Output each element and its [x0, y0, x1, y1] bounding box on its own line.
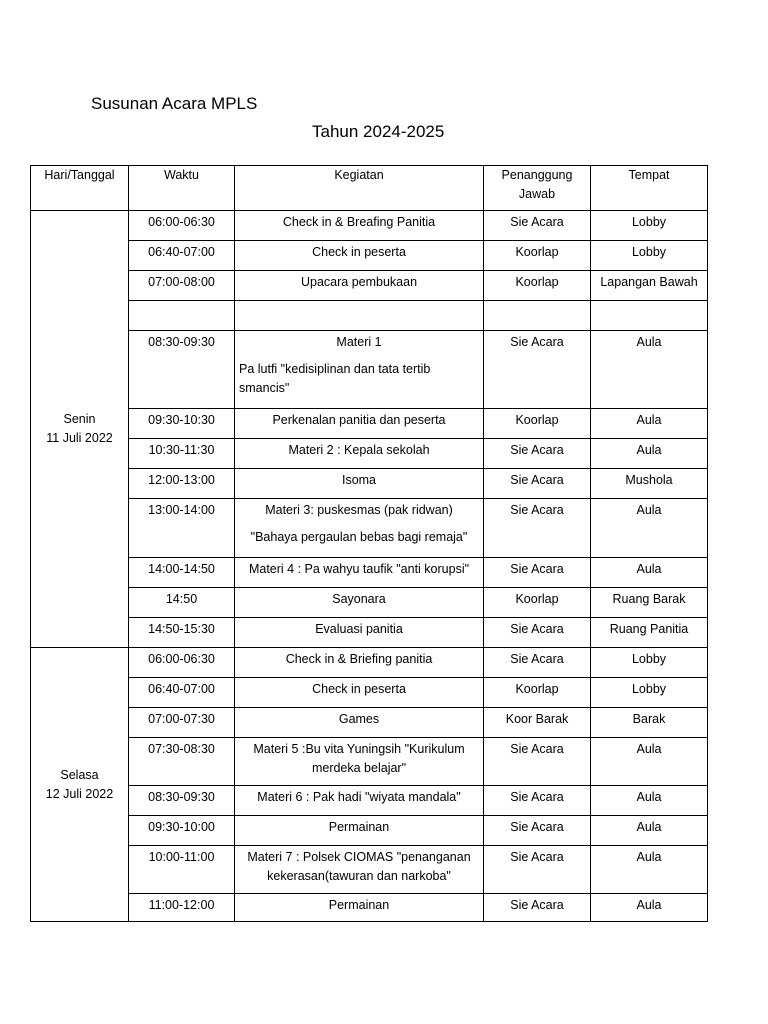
- pic-cell: Koorlap: [484, 241, 591, 271]
- activity-cell: [235, 499, 484, 558]
- activity-cell: Check in & Breafing Panitia: [235, 211, 484, 241]
- pic-cell: Sie Acara: [484, 331, 591, 409]
- time-cell: 08:30-09:30: [129, 786, 235, 816]
- table-row: [31, 439, 708, 469]
- time-cell: 10:30-11:30: [129, 439, 235, 469]
- activity-cell: Permainan: [235, 816, 484, 846]
- time-cell: 06:40-07:00: [129, 678, 235, 708]
- place-cell: Aula: [591, 816, 708, 846]
- place-cell: Lobby: [591, 211, 708, 241]
- time-cell: 08:30-09:30: [129, 331, 235, 409]
- time-cell: 07:00-07:30: [129, 708, 235, 738]
- place-cell: Aula: [591, 439, 708, 469]
- table-row: [31, 708, 708, 738]
- pic-cell: Koor Barak: [484, 708, 591, 738]
- time-cell: 14:00-14:50: [129, 558, 235, 588]
- place-cell: Ruang Panitia: [591, 618, 708, 648]
- document-title: Susunan Acara MPLS: [91, 94, 258, 113]
- activity-cell: Perkenalan panitia dan peserta: [235, 409, 484, 439]
- place-cell: [591, 301, 708, 331]
- pic-cell: Sie Acara: [484, 786, 591, 816]
- header-time: Waktu: [129, 166, 235, 211]
- table-row: [31, 499, 708, 558]
- activity-cell: [235, 301, 484, 331]
- activity-title: Materi 1: [336, 335, 382, 349]
- activity-cell: Materi 6 : Pak hadi "wiyata mandala": [235, 786, 484, 816]
- time-cell: 13:00-14:00: [129, 499, 235, 558]
- activity-cell: Games: [235, 708, 484, 738]
- header-pic: Penanggung Jawab: [484, 166, 591, 211]
- table-row: [31, 469, 708, 499]
- place-cell: Lobby: [591, 678, 708, 708]
- table-row: [31, 678, 708, 708]
- table-row: [31, 648, 708, 678]
- pic-cell: Sie Acara: [484, 894, 591, 922]
- time-cell: 12:00-13:00: [129, 469, 235, 499]
- header-day: Hari/Tanggal: [31, 166, 129, 211]
- pic-cell: Sie Acara: [484, 816, 591, 846]
- place-cell: Aula: [591, 499, 708, 558]
- activity-cell: Check in & Briefing panitia: [235, 648, 484, 678]
- time-cell: 07:00-08:00: [129, 271, 235, 301]
- place-cell: Aula: [591, 331, 708, 409]
- activity-cell: Sayonara: [235, 588, 484, 618]
- time-cell: 06:40-07:00: [129, 241, 235, 271]
- place-cell: Lobby: [591, 241, 708, 271]
- pic-cell: Koorlap: [484, 678, 591, 708]
- activity-cell: Materi 5 :Bu vita Yuningsih "Kurikulum merdeka belajar": [235, 738, 484, 786]
- place-cell: Ruang Barak: [591, 588, 708, 618]
- place-cell: Aula: [591, 846, 708, 894]
- table-row: [31, 618, 708, 648]
- activity-cell: Check in peserta: [235, 678, 484, 708]
- table-row: [31, 241, 708, 271]
- pic-cell: Sie Acara: [484, 439, 591, 469]
- pic-cell: Sie Acara: [484, 846, 591, 894]
- table-header-row: [31, 166, 708, 211]
- activity-cell: [235, 331, 484, 409]
- place-cell: Mushola: [591, 469, 708, 499]
- day-cell-monday: Senin 11 Juli 2022: [31, 211, 129, 648]
- place-cell: Aula: [591, 558, 708, 588]
- day-cell-tuesday: Selasa 12 Juli 2022: [31, 648, 129, 922]
- place-cell: Barak: [591, 708, 708, 738]
- pic-cell: Sie Acara: [484, 648, 591, 678]
- table-row: [31, 409, 708, 439]
- schedule-table: [30, 165, 708, 922]
- pic-cell: Sie Acara: [484, 499, 591, 558]
- document-subtitle-year: Tahun 2024-2025: [312, 122, 445, 141]
- pic-cell: Koorlap: [484, 271, 591, 301]
- activity-cell: Permainan: [235, 894, 484, 922]
- pic-cell: Sie Acara: [484, 211, 591, 241]
- pic-cell: Sie Acara: [484, 469, 591, 499]
- table-row: [31, 894, 708, 922]
- time-cell: 09:30-10:30: [129, 409, 235, 439]
- activity-cell: Upacara pembukaan: [235, 271, 484, 301]
- table-row: [31, 738, 708, 786]
- activity-title: Materi 3: puskesmas (pak ridwan): [265, 503, 453, 517]
- pic-cell: Sie Acara: [484, 738, 591, 786]
- activity-subtitle: Pa lutfi "kedisiplinan dan tata tertib smancis": [239, 362, 431, 395]
- header-activity: Kegiatan: [235, 166, 484, 211]
- activity-cell: Materi 4 : Pa wahyu taufik "anti korupsi": [235, 558, 484, 588]
- table-row: [31, 816, 708, 846]
- activity-subtitle: "Bahaya pergaulan bebas bagi remaja": [250, 530, 468, 544]
- pic-cell: Koorlap: [484, 588, 591, 618]
- table-row: [31, 331, 708, 409]
- activity-cell: Materi 2 : Kepala sekolah: [235, 439, 484, 469]
- table-row: [31, 786, 708, 816]
- activity-cell: Isoma: [235, 469, 484, 499]
- table-row: [31, 211, 708, 241]
- time-cell: 14:50: [129, 588, 235, 618]
- place-cell: Lobby: [591, 648, 708, 678]
- place-cell: Aula: [591, 786, 708, 816]
- place-cell: Lapangan Bawah: [591, 271, 708, 301]
- pic-cell: Koorlap: [484, 409, 591, 439]
- time-cell: 09:30-10:00: [129, 816, 235, 846]
- place-cell: Aula: [591, 409, 708, 439]
- table-row: [31, 558, 708, 588]
- activity-cell: Materi 7 : Polsek CIOMAS "penanganan kekerasan(tawuran dan narkoba": [235, 846, 484, 894]
- time-cell: 14:50-15:30: [129, 618, 235, 648]
- header-place: Tempat: [591, 166, 708, 211]
- time-cell: 07:30-08:30: [129, 738, 235, 786]
- place-cell: Aula: [591, 894, 708, 922]
- time-cell: 11:00-12:00: [129, 894, 235, 922]
- pic-cell: Sie Acara: [484, 558, 591, 588]
- time-cell: 06:00-06:30: [129, 648, 235, 678]
- table-row-empty: [31, 301, 708, 331]
- table-row: [31, 846, 708, 894]
- table-row: [31, 271, 708, 301]
- activity-cell: Check in peserta: [235, 241, 484, 271]
- pic-cell: [484, 301, 591, 331]
- pic-cell: Sie Acara: [484, 618, 591, 648]
- activity-cell: Evaluasi panitia: [235, 618, 484, 648]
- place-cell: Aula: [591, 738, 708, 786]
- time-cell: 10:00-11:00: [129, 846, 235, 894]
- table-row: [31, 588, 708, 618]
- time-cell: [129, 301, 235, 331]
- time-cell: 06:00-06:30: [129, 211, 235, 241]
